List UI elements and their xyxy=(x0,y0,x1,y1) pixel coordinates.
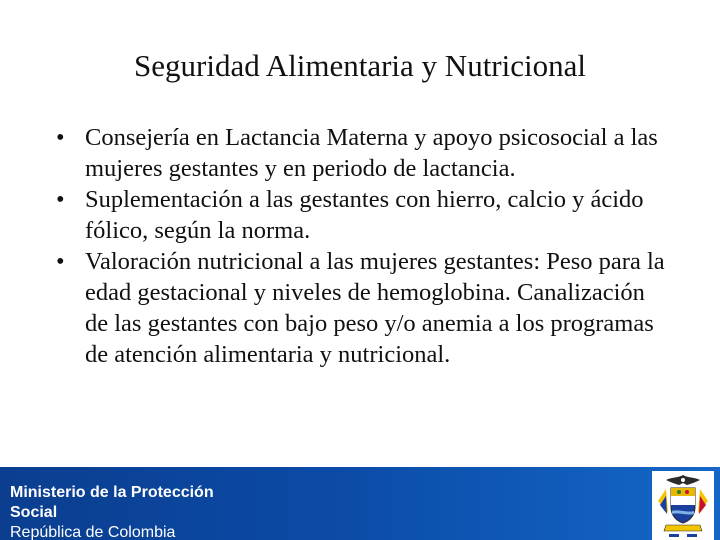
bullet-marker: • xyxy=(56,124,65,151)
colombia-coat-of-arms-icon xyxy=(652,471,714,540)
bullet-list xyxy=(52,122,672,370)
bullet-text: Suplementación a las gestantes con hierro, calcio y ácido fólico, según la norma. xyxy=(85,186,644,244)
bullet-item xyxy=(52,184,672,246)
ministry-line-1: Ministerio de la Protección xyxy=(10,484,214,501)
ministry-line-2: Social xyxy=(10,504,58,521)
country-line: República de Colombia xyxy=(10,524,176,540)
bullet-text: Valoración nutricional a las mujeres gestantes: Peso para la edad gestacional y niveles de hemoglobina. Canalización de las gestantes con bajo peso y/o anemia a los programas de atención alimentaria y nutricional. xyxy=(85,248,665,368)
bullet-item xyxy=(52,246,672,370)
bullet-item xyxy=(52,122,672,184)
ministry-footer xyxy=(0,467,720,540)
bullet-marker: • xyxy=(56,186,65,213)
ministry-name xyxy=(10,483,290,540)
slide-title: Seguridad Alimentaria y Nutricional xyxy=(134,48,586,83)
bullet-text: Consejería en Lactancia Materna y apoyo psicosocial a las mujeres gestantes y en periodo de lactancia. xyxy=(85,124,658,182)
bullet-marker: • xyxy=(56,248,65,275)
